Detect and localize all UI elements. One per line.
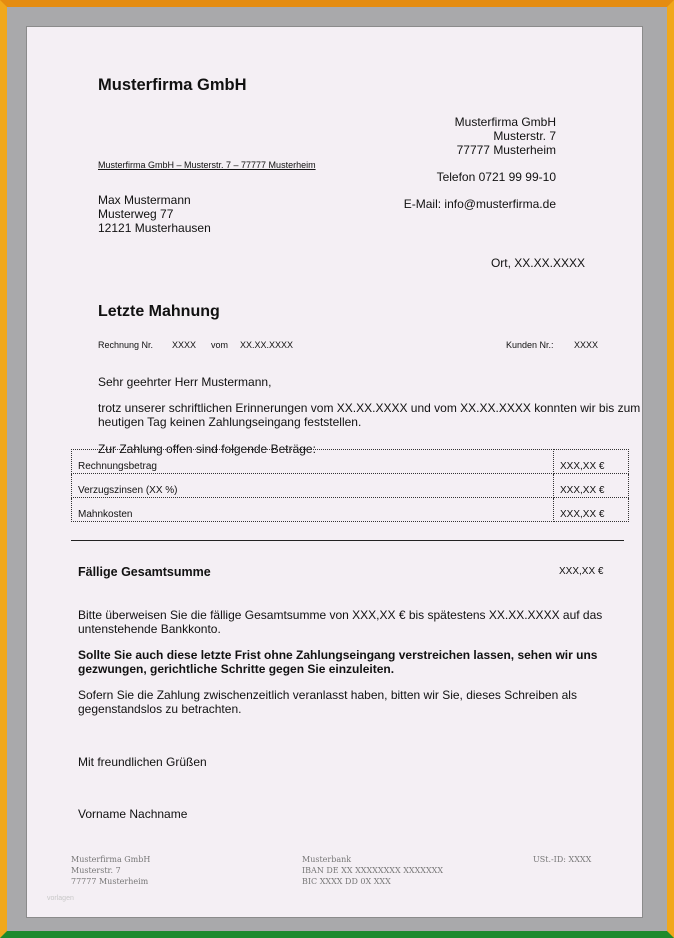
- letter-date: Ort, XX.XX.XXXX: [490, 256, 585, 270]
- sender-address-block: [455, 115, 556, 157]
- footer-street: Musterstr. 7: [71, 866, 121, 875]
- total-divider: [71, 540, 624, 541]
- footer-tax-column: [533, 854, 591, 865]
- amount-label: Rechnungsbetrag: [72, 450, 554, 474]
- table-row: [72, 450, 629, 474]
- amount-label: Mahnkosten: [72, 498, 554, 522]
- amount-value: XXX,XX €: [554, 450, 629, 474]
- legal-warning: Sollte Sie auch diese letzte Frist ohne Zahlungseingang verstreichen lassen, sehen wir uns gezwungen, gerichtliche Schritte gegen Sie einzuleiten.: [78, 648, 598, 676]
- footer-bic: BIC XXXX DD 0X XXX: [302, 877, 391, 886]
- footer-vat-id: USt.-ID: XXXX: [533, 855, 592, 864]
- invoice-date-label: vom: [211, 340, 229, 350]
- invoice-date-value: XX.XX.XXXX: [240, 340, 294, 350]
- recipient-city: 12121 Musterhausen: [98, 221, 211, 235]
- sender-email: E-Mail: info@musterfirma.de: [403, 197, 556, 211]
- footer-city: 77777 Musterheim: [71, 877, 149, 886]
- amounts-table: [71, 449, 629, 522]
- closing-greeting: Mit freundlichen Grüßen: [78, 755, 207, 769]
- customer-number-label: Kunden Nr.:: [506, 340, 554, 350]
- letter-subject: Letzte Mahnung: [98, 303, 220, 320]
- sender-return-line: Musterfirma GmbH – Musterstr. 7 – 77777 Musterheim: [98, 160, 316, 170]
- sender-company: Musterfirma GmbH: [454, 115, 556, 129]
- recipient-address: [98, 193, 211, 235]
- table-row: [72, 498, 629, 522]
- amount-label: Verzugszinsen (XX %): [72, 474, 554, 498]
- body-paragraph-disregard: Sofern Sie die Zahlung zwischenzeitlich veranlasst haben, bitten wir Sie, dieses Schreiben als gegenstandslos zu betrachten.: [78, 688, 577, 716]
- footer-iban: IBAN DE XX XXXXXXXX XXXXXXX: [302, 866, 444, 875]
- body-paragraph-reminders: trotz unserer schriftlichen Erinnerungen vom XX.XX.XXXX und vom XX.XX.XXXX konnten wir bis zum heutigen Tag keinen Zahlungseingang feststellen.: [98, 401, 641, 429]
- amount-value: XXX,XX €: [554, 498, 629, 522]
- total-value: XXX,XX €: [559, 566, 604, 577]
- salutation: Sehr geehrter Herr Mustermann,: [98, 375, 272, 389]
- footer-company: Musterfirma GmbH: [71, 855, 151, 864]
- recipient-name: Max Mustermann: [98, 193, 191, 207]
- signature-name: Vorname Nachname: [78, 807, 188, 821]
- body-paragraph-payment-request: Bitte überweisen Sie die fällige Gesamtsumme von XXX,XX € bis spätestens XX.XX.XXXX auf das untenstehende Bankkonto.: [78, 608, 603, 636]
- invoice-number-label: Rechnung Nr.: [98, 340, 154, 350]
- amount-value: XXX,XX €: [554, 474, 629, 498]
- invoice-number-value: XXXX: [172, 340, 197, 350]
- footer-bank-name: Musterbank: [302, 855, 352, 864]
- recipient-street: Musterweg 77: [98, 207, 174, 221]
- body-paragraph-open-amounts: Zur Zahlung offen sind folgende Beträge:: [98, 442, 316, 456]
- footer-company-column: [71, 854, 150, 887]
- sender-phone: Telefon 0721 99 99-10: [436, 170, 556, 184]
- sender-street: Musterstr. 7: [493, 129, 556, 143]
- total-label: Fällige Gesamtsumme: [78, 565, 211, 579]
- customer-number-value: XXXX: [574, 340, 599, 350]
- watermark: vorlagen: [47, 895, 74, 902]
- sender-city: 77777 Musterheim: [456, 143, 556, 157]
- footer-bank-column: [302, 854, 443, 887]
- company-name: Musterfirma GmbH: [98, 76, 247, 94]
- table-row: [72, 474, 629, 498]
